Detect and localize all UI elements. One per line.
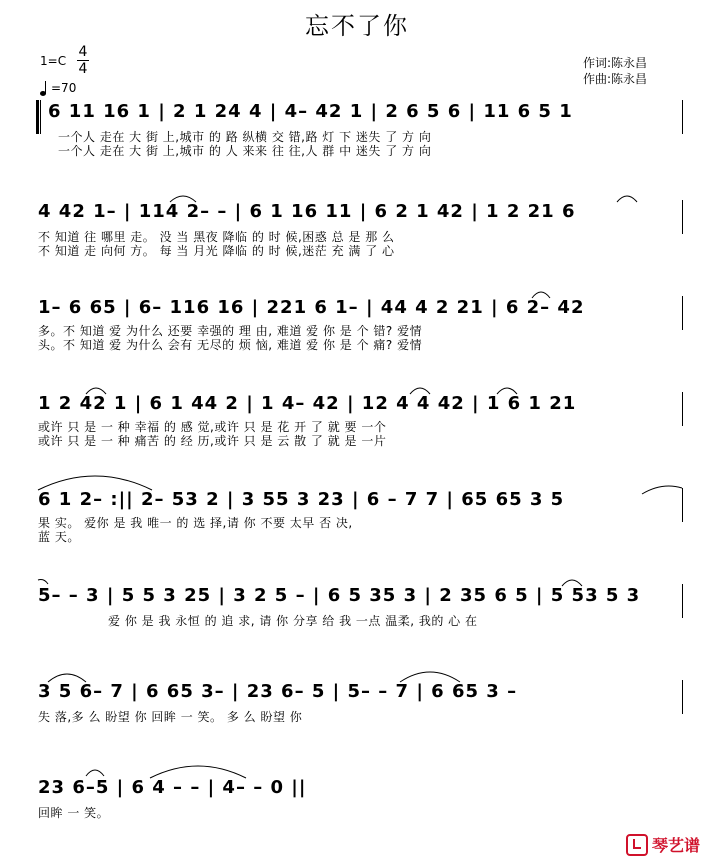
slur-mark (495, 384, 519, 396)
lyrics-line-8a: 回眸 一 笑。 (38, 806, 110, 820)
time-signature-bottom: 4 (78, 61, 88, 77)
notes-line-8: 23 6–5 | 6 4 – – | 4– – 0 || (38, 777, 307, 798)
quarter-note-icon (40, 80, 48, 96)
notes-line-3: 1– 6 65 | 6– 116 16 | 221 6 1– | 44 4 2 21 | 6 2– 42 (38, 297, 585, 318)
notes-line-6: 5– – 3 | 5 5 3 25 | 3 2 5 – | 6 5 35 3 | 2 35 6 5 | 5 53 5 3 (38, 585, 641, 606)
slur-mark (36, 472, 154, 492)
slur-mark (84, 384, 108, 396)
slur-mark (560, 576, 584, 588)
logo-icon (626, 834, 648, 856)
lyrics-line-2b: 不 知道 走 向何 方。 每 当 月光 降临 的 时 候,迷茫 充 满 了 心 (38, 244, 395, 258)
site-logo (626, 833, 700, 856)
slur-mark (530, 288, 552, 300)
lyrics-line-2a: 不 知道 往 哪里 走。 没 当 黑夜 降临 的 时 候,困惑 总 是 那 么 (38, 230, 395, 244)
notes-line-7: 3 5 6– 7 | 6 65 3– | 23 6– 5 | 5– – 7 | 6 65 3 – (38, 681, 518, 702)
notes-line-4: 1 2 42 1 | 6 1 44 2 | 1 4– 42 | 12 4 4 42 | 1 6 1 21 (38, 393, 577, 414)
song-title: 忘不了你 (305, 12, 409, 40)
key-signature: 1=C (40, 54, 67, 68)
lyrics-line-5b: 蓝 天。 (38, 530, 80, 544)
slur-mark (615, 192, 639, 204)
slur-mark (46, 670, 88, 684)
lyrics-line-4a: 或许 只 是 一 种 幸福 的 感 觉,或许 只 是 花 开 了 就 要 一个 (38, 420, 387, 434)
lyrics-line-6a: 爱 你 是 我 永恒 的 追 求, 请 你 分享 给 我 一点 温柔, 我的 心 在 (108, 614, 478, 628)
composer-credit: 作曲:陈永昌 (583, 72, 648, 86)
notes-line-1: 6 11 16 1 | 2 1 24 4 | 4– 42 1 | 2 6 5 6 | 11 6 5 1 (48, 101, 573, 122)
slur-mark (398, 668, 462, 684)
slur-mark (640, 484, 684, 496)
time-signature (76, 44, 90, 77)
tempo-value: =70 (51, 81, 77, 95)
slur-mark (168, 192, 198, 204)
slur-mark (36, 578, 50, 588)
logo-text: 琴艺谱 (651, 836, 700, 855)
lyrics-line-4b: 或许 只 是 一 种 痛苦 的 经 历,或许 只 是 云 散 了 就 是 一片 (38, 434, 387, 448)
notes-line-2: 4 42 1– | 114 2– – | 6 1 16 11 | 6 2 1 42 | 1 2 21 6 (38, 201, 576, 222)
slur-mark (408, 384, 432, 396)
lyricist-credit: 作词:陈永昌 (583, 56, 648, 70)
slur-mark (84, 766, 106, 778)
lyrics-line-1a: 一个人 走在 大 街 上,城市 的 路 纵横 交 错,路 灯 下 迷失 了 方 向 (58, 130, 432, 144)
tempo-marking (40, 80, 76, 96)
lyrics-line-1b: 一个人 走在 大 街 上,城市 的 人 来来 往 往,人 群 中 迷失 了 方 向 (58, 144, 432, 158)
time-signature-top: 4 (78, 44, 88, 60)
lyrics-line-3a: 多。不 知道 爱 为什么 还要 幸强的 理 由, 难道 爱 你 是 个 错? 爱情 (38, 324, 423, 338)
lyrics-line-7a: 失 落,多 么 盼望 你 回眸 一 笑。 多 么 盼望 你 (38, 710, 303, 724)
slur-mark (148, 762, 248, 780)
lyrics-line-5a: 果 实。 爱你 是 我 唯一 的 选 择,请 你 不要 太早 否 决, (38, 516, 353, 530)
lyrics-line-3b: 头。不 知道 爱 为什么 会有 无尽的 烦 恼, 难道 爱 你 是 个 痛? 爱情 (38, 338, 423, 352)
notes-line-5: 6 1 2– :|| 2– 53 2 | 3 55 3 23 | 6 – 7 7 | 65 65 3 5 (38, 489, 565, 510)
